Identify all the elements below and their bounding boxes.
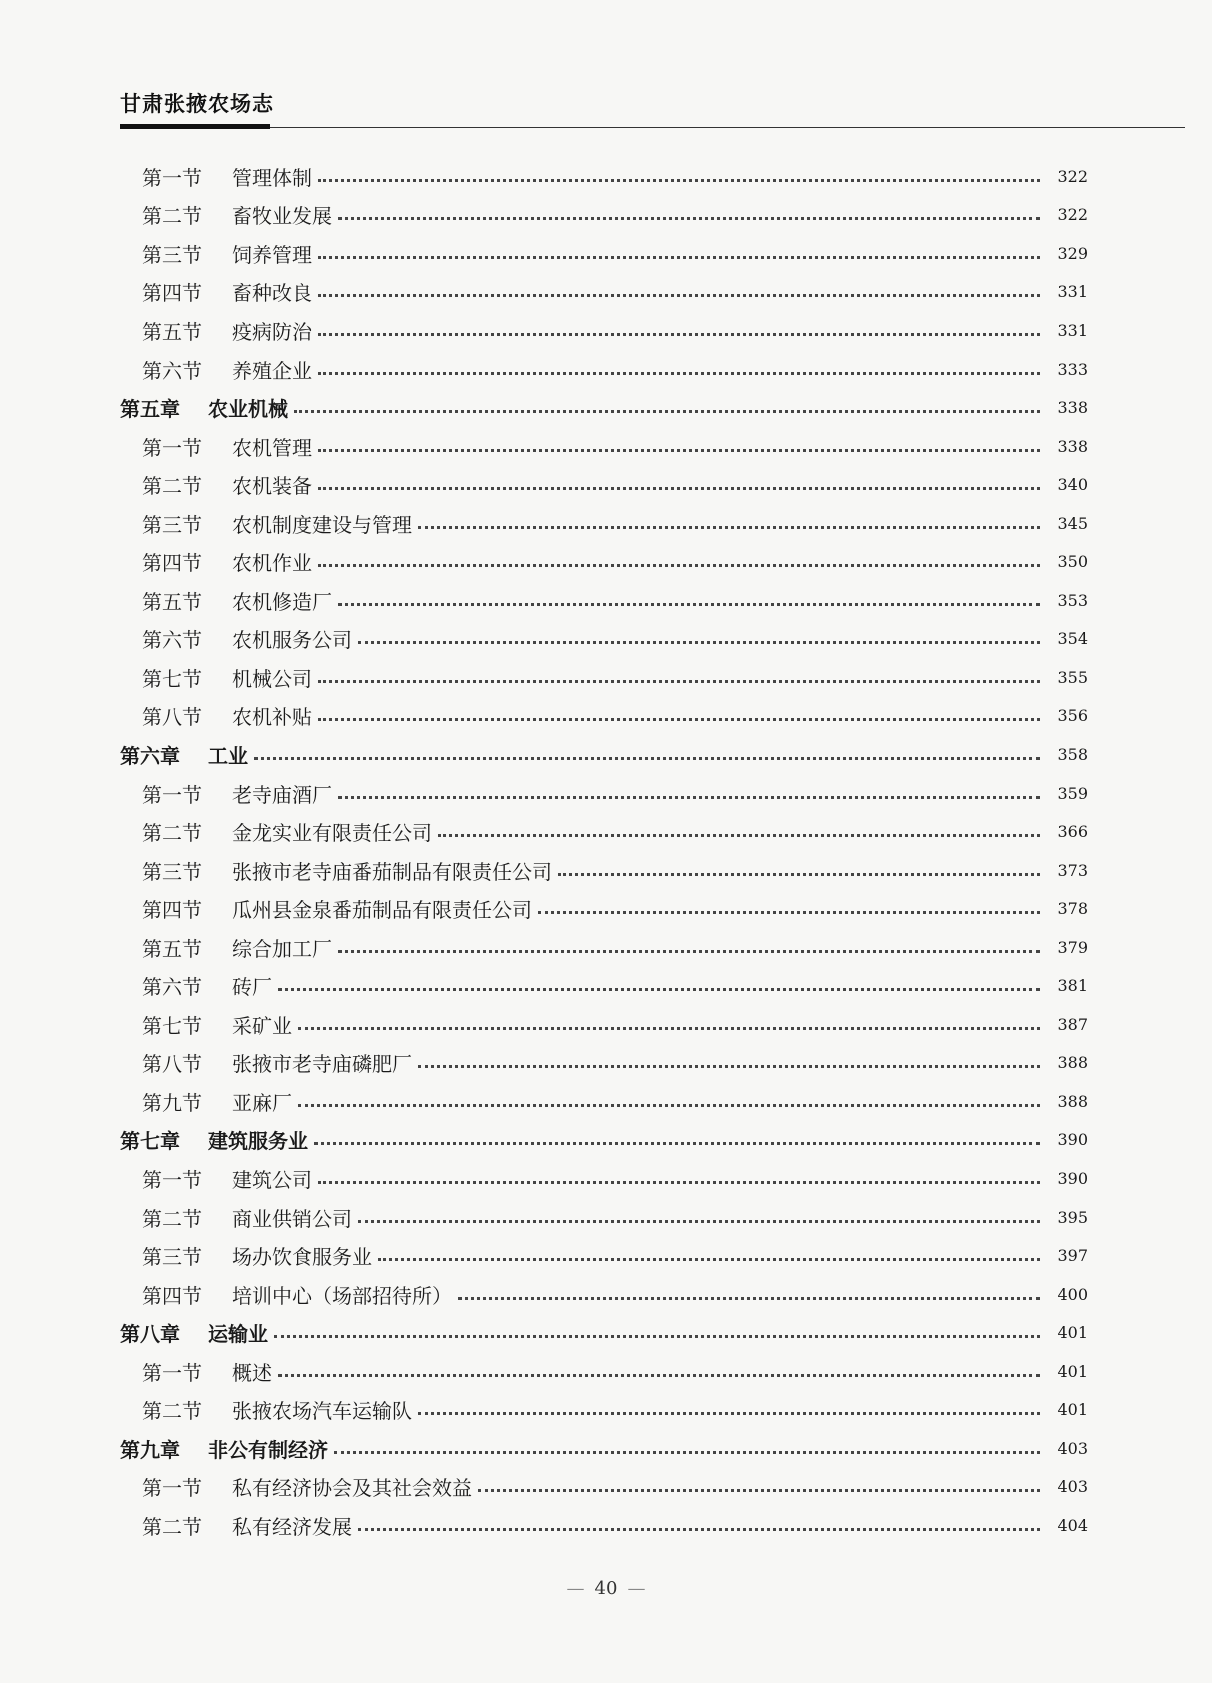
toc-entry-page: 401 [1057, 1400, 1088, 1420]
toc-section-entry [120, 273, 1088, 312]
toc-entry-title: 综合加工厂 [232, 936, 332, 961]
toc-entry-title: 老寺庙酒厂 [232, 782, 332, 807]
toc-entry-page: 390 [1057, 1168, 1088, 1188]
toc-entry-page: 388 [1057, 1091, 1088, 1111]
toc-entry-number: 第六节 [142, 628, 202, 653]
dot-leader [418, 1412, 1040, 1415]
toc-entry-title: 采矿业 [232, 1013, 292, 1038]
dot-leader [418, 1065, 1040, 1068]
toc-chapter-entry [120, 388, 1088, 427]
header-rule-thin [270, 127, 1185, 128]
running-head-title: 甘肃张掖农场志 [120, 92, 274, 116]
toc-entry-number: 第七节 [142, 1013, 202, 1038]
toc-entry-number: 第一节 [142, 1476, 202, 1501]
dot-leader [334, 1451, 1040, 1454]
toc-entry-page: 366 [1057, 822, 1088, 842]
toc-entry-page: 333 [1057, 359, 1088, 379]
toc-section-entry [120, 465, 1088, 504]
toc-entry-title: 砖厂 [232, 975, 272, 1000]
dot-leader [338, 796, 1040, 799]
dot-leader [458, 1297, 1040, 1300]
toc-entry-page: 381 [1057, 976, 1088, 996]
toc-section-entry [120, 581, 1088, 620]
toc-entry-page: 379 [1057, 937, 1088, 957]
toc-entry-number: 第六章 [120, 743, 180, 768]
dot-leader [338, 950, 1040, 953]
toc-entry-title: 建筑公司 [232, 1167, 312, 1192]
toc-chapter-entry [120, 735, 1088, 774]
dot-leader [254, 757, 1040, 760]
toc-entry-page: 401 [1057, 1361, 1088, 1381]
toc-entry-number: 第一节 [142, 1360, 202, 1385]
toc-entry-number: 第三节 [142, 859, 202, 884]
toc-entry-page: 403 [1057, 1438, 1088, 1458]
toc-entry-title: 运输业 [208, 1322, 268, 1347]
toc-entry-page: 331 [1057, 282, 1088, 302]
toc-entry-page: 373 [1057, 860, 1088, 880]
dot-leader [338, 603, 1040, 606]
toc-entry-title: 商业供销公司 [232, 1206, 352, 1231]
toc-entry-title: 张掖市老寺庙番茄制品有限责任公司 [232, 859, 552, 884]
toc-entry-number: 第二节 [142, 1399, 202, 1424]
toc-section-entry [120, 350, 1088, 389]
toc-entry-number: 第一节 [142, 435, 202, 460]
toc-entry-title: 农机服务公司 [232, 628, 352, 653]
toc-entry-number: 第八节 [142, 705, 202, 730]
toc-entry-title: 农机作业 [232, 551, 312, 576]
dot-leader [318, 256, 1040, 259]
toc-entry-number: 第二节 [142, 204, 202, 229]
toc-section-entry [120, 812, 1088, 851]
toc-entry-title: 非公有制经济 [208, 1437, 328, 1462]
toc-chapter-entry [120, 1121, 1088, 1160]
dot-leader [538, 911, 1040, 914]
dot-leader [278, 1374, 1040, 1377]
toc-entry-number: 第二节 [142, 1514, 202, 1539]
toc-entry-number: 第八节 [142, 1052, 202, 1077]
toc-section-entry [120, 658, 1088, 697]
toc-entry-number: 第五章 [120, 397, 180, 422]
toc-section-entry [120, 234, 1088, 273]
dot-leader [274, 1335, 1040, 1338]
toc-entry-page: 403 [1057, 1477, 1088, 1497]
dot-leader [418, 526, 1040, 529]
toc-section-entry [120, 1082, 1088, 1121]
toc-entry-title: 疫病防治 [232, 319, 312, 344]
dot-leader [318, 179, 1040, 182]
toc-entry-number: 第二节 [142, 474, 202, 499]
toc-entry-title: 场办饮食服务业 [232, 1245, 372, 1270]
toc-entry-number: 第一节 [142, 782, 202, 807]
toc-section-entry [120, 851, 1088, 890]
toc-section-entry [120, 311, 1088, 350]
dot-leader [318, 1181, 1040, 1184]
toc-section-entry [120, 966, 1088, 1005]
dot-leader [318, 680, 1040, 683]
toc-entry-title: 管理体制 [232, 165, 312, 190]
toc-chapter-entry [120, 1429, 1088, 1468]
toc-entry-page: 404 [1057, 1515, 1088, 1535]
toc-entry-page: 388 [1057, 1053, 1088, 1073]
toc-section-entry [120, 1198, 1088, 1237]
dot-leader [358, 1220, 1040, 1223]
toc-section-entry [120, 504, 1088, 543]
toc-entry-number: 第九节 [142, 1090, 202, 1115]
toc-entry-title: 亚麻厂 [232, 1090, 292, 1115]
toc-section-entry [120, 697, 1088, 736]
toc-section-entry [120, 196, 1088, 235]
toc-section-entry [120, 1044, 1088, 1083]
page-footer [0, 1578, 1212, 1599]
header-rule-thick [120, 124, 270, 129]
toc-entry-number: 第二节 [142, 1206, 202, 1231]
toc-entry-page: 322 [1057, 166, 1088, 186]
toc-entry-title: 农业机械 [208, 397, 288, 422]
toc-entry-number: 第七章 [120, 1129, 180, 1154]
dot-leader [478, 1489, 1040, 1492]
dot-leader [378, 1258, 1040, 1261]
toc-entry-page: 356 [1057, 706, 1088, 726]
dot-leader [558, 873, 1040, 876]
table-of-contents [120, 157, 1088, 1545]
toc-entry-page: 378 [1057, 899, 1088, 919]
dot-leader [338, 217, 1040, 220]
footer-dash-right: — [627, 1578, 646, 1599]
dot-leader [278, 988, 1040, 991]
toc-section-entry [120, 1275, 1088, 1314]
dot-leader [298, 1104, 1040, 1107]
toc-entry-title: 农机补贴 [232, 705, 312, 730]
dot-leader [318, 487, 1040, 490]
toc-entry-number: 第四节 [142, 1283, 202, 1308]
toc-entry-title: 农机修造厂 [232, 589, 332, 614]
toc-entry-page: 395 [1057, 1207, 1088, 1227]
toc-section-entry [120, 1506, 1088, 1545]
toc-entry-title: 畜种改良 [232, 281, 312, 306]
toc-entry-page: 340 [1057, 475, 1088, 495]
toc-entry-page: 355 [1057, 667, 1088, 687]
toc-entry-number: 第六节 [142, 358, 202, 383]
toc-entry-number: 第四节 [142, 281, 202, 306]
toc-section-entry [120, 889, 1088, 928]
toc-chapter-entry [120, 1313, 1088, 1352]
toc-entry-title: 建筑服务业 [208, 1129, 308, 1154]
toc-entry-number: 第二节 [142, 821, 202, 846]
toc-entry-number: 第三节 [142, 512, 202, 537]
toc-entry-title: 畜牧业发展 [232, 204, 332, 229]
footer-dash-left: — [566, 1578, 585, 1599]
toc-entry-number: 第八章 [120, 1322, 180, 1347]
dot-leader [318, 294, 1040, 297]
dot-leader [318, 718, 1040, 721]
toc-entry-number: 第一节 [142, 1167, 202, 1192]
toc-entry-number: 第三节 [142, 242, 202, 267]
toc-entry-number: 第四节 [142, 551, 202, 576]
dot-leader [318, 449, 1040, 452]
toc-entry-page: 350 [1057, 552, 1088, 572]
toc-entry-page: 401 [1057, 1323, 1088, 1343]
toc-entry-page: 322 [1057, 205, 1088, 225]
toc-section-entry [120, 427, 1088, 466]
dot-leader [318, 372, 1040, 375]
toc-entry-page: 345 [1057, 513, 1088, 533]
toc-entry-number: 第三节 [142, 1245, 202, 1270]
toc-entry-number: 第一节 [142, 165, 202, 190]
toc-entry-page: 358 [1057, 744, 1088, 764]
toc-entry-title: 私有经济发展 [232, 1514, 352, 1539]
dot-leader [358, 1528, 1040, 1531]
toc-entry-title: 农机装备 [232, 474, 312, 499]
toc-entry-page: 338 [1057, 398, 1088, 418]
dot-leader [358, 641, 1040, 644]
toc-entry-title: 培训中心（场部招待所） [232, 1283, 452, 1308]
toc-entry-number: 第五节 [142, 936, 202, 961]
toc-section-entry [120, 774, 1088, 813]
toc-section-entry [120, 157, 1088, 196]
toc-entry-number: 第四节 [142, 898, 202, 923]
toc-entry-page: 397 [1057, 1246, 1088, 1266]
dot-leader [438, 834, 1040, 837]
toc-entry-title: 金龙实业有限责任公司 [232, 821, 432, 846]
toc-section-entry [120, 1236, 1088, 1275]
toc-entry-title: 张掖市老寺庙磷肥厂 [232, 1052, 412, 1077]
toc-entry-number: 第九章 [120, 1437, 180, 1462]
toc-entry-page: 331 [1057, 320, 1088, 340]
toc-entry-page: 354 [1057, 629, 1088, 649]
toc-entry-title: 农机制度建设与管理 [232, 512, 412, 537]
toc-entry-number: 第五节 [142, 589, 202, 614]
dot-leader [294, 410, 1040, 413]
toc-entry-page: 329 [1057, 243, 1088, 263]
toc-entry-page: 400 [1057, 1284, 1088, 1304]
toc-entry-page: 353 [1057, 590, 1088, 610]
dot-leader [298, 1027, 1040, 1030]
toc-entry-page: 338 [1057, 436, 1088, 456]
toc-section-entry [120, 928, 1088, 967]
toc-entry-title: 饲养管理 [232, 242, 312, 267]
toc-entry-title: 概述 [232, 1360, 272, 1385]
toc-entry-page: 390 [1057, 1130, 1088, 1150]
dot-leader [314, 1142, 1040, 1145]
toc-entry-title: 张掖农场汽车运输队 [232, 1399, 412, 1424]
toc-section-entry [120, 1005, 1088, 1044]
toc-entry-page: 387 [1057, 1014, 1088, 1034]
toc-section-entry [120, 1468, 1088, 1507]
page-number: 40 [594, 1578, 618, 1599]
toc-entry-title: 工业 [208, 743, 248, 768]
toc-entry-page: 359 [1057, 783, 1088, 803]
toc-section-entry [120, 1159, 1088, 1198]
toc-entry-title: 瓜州县金泉番茄制品有限责任公司 [232, 898, 532, 923]
dot-leader [318, 333, 1040, 336]
toc-section-entry [120, 620, 1088, 659]
dot-leader [318, 564, 1040, 567]
toc-section-entry [120, 1352, 1088, 1391]
toc-entry-title: 农机管理 [232, 435, 312, 460]
toc-entry-number: 第五节 [142, 319, 202, 344]
toc-entry-title: 养殖企业 [232, 358, 312, 383]
toc-entry-title: 私有经济协会及其社会效益 [232, 1476, 472, 1501]
toc-section-entry [120, 542, 1088, 581]
toc-section-entry [120, 1391, 1088, 1430]
toc-entry-title: 机械公司 [232, 666, 312, 691]
toc-entry-number: 第七节 [142, 666, 202, 691]
toc-entry-number: 第六节 [142, 975, 202, 1000]
